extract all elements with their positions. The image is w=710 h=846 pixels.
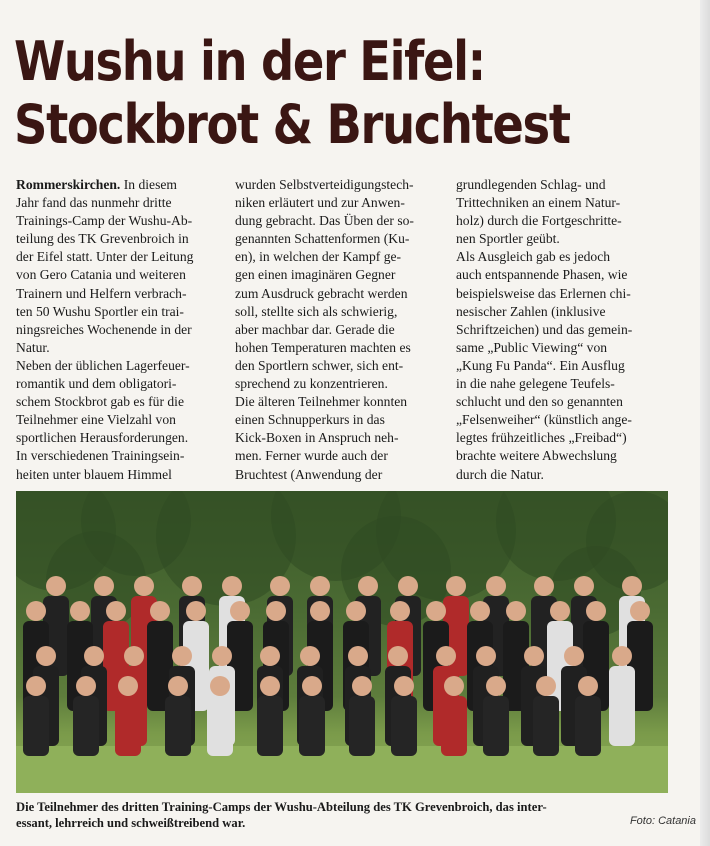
person-head bbox=[84, 646, 104, 666]
person-head bbox=[46, 576, 66, 596]
body-line: auch entspannende Phasen, wie bbox=[456, 267, 628, 283]
dateline: Rommerskirchen. bbox=[16, 177, 121, 192]
grass bbox=[16, 746, 668, 793]
person-head bbox=[26, 676, 46, 696]
body-line: en), in welchen der Kampf ge- bbox=[235, 249, 402, 265]
person-head bbox=[172, 646, 192, 666]
caption-line-1: Die Teilnehmer des dritten Training-Camps der Wushu-Abteilung des TK Grevenbroich, das inter- bbox=[16, 800, 547, 814]
body-line: schlucht und den so genannten bbox=[456, 394, 623, 410]
body-line: durch die Natur. bbox=[456, 466, 544, 482]
person-head bbox=[36, 646, 56, 666]
body-line: Die älteren Teilnehmer konnten bbox=[235, 394, 408, 410]
body-line: holz) durch die Fortgeschritte- bbox=[456, 213, 622, 229]
person-head bbox=[94, 576, 114, 596]
person-head bbox=[524, 646, 544, 666]
body-line: aber machbar dar. Gerade die bbox=[235, 321, 395, 337]
body-line: den Sportlern schwer, sich ent- bbox=[235, 357, 404, 373]
body-line: in die nahe gelegene Teufels- bbox=[456, 376, 615, 392]
person-head bbox=[534, 576, 554, 596]
person-head bbox=[302, 676, 322, 696]
body-line: men. Ferner wurde auch der bbox=[235, 448, 388, 464]
photo-credit: Foto: Catania bbox=[629, 815, 696, 827]
body-line: teilung des TK Grevenbroich in bbox=[16, 231, 189, 247]
person-head bbox=[564, 646, 584, 666]
photo-caption bbox=[16, 799, 596, 831]
person-head bbox=[230, 601, 250, 621]
person-head bbox=[394, 676, 414, 696]
person-body bbox=[609, 666, 635, 746]
body-line: romantik und dem obligatori- bbox=[16, 376, 177, 392]
person-body bbox=[23, 696, 49, 756]
person-head bbox=[346, 601, 366, 621]
person-body bbox=[441, 696, 467, 756]
body-line: Rommerskirchen. In diesem bbox=[16, 177, 177, 192]
body-line: gen einen imaginären Gegner bbox=[235, 267, 396, 283]
person-head bbox=[352, 676, 372, 696]
headline-line-2: Stockbrot & Bruchtest bbox=[14, 93, 570, 156]
body-line: brachte weitere Abwechslung bbox=[456, 448, 617, 464]
person-head bbox=[348, 646, 368, 666]
body-line: Bruchtest (Anwendung der bbox=[235, 466, 383, 482]
body-line: einen Schnupperkurs in das bbox=[235, 412, 385, 428]
person-head bbox=[212, 646, 232, 666]
person-head bbox=[150, 601, 170, 621]
person-head bbox=[630, 601, 650, 621]
body-line: Trainings-Camp der Wushu-Ab- bbox=[16, 213, 193, 229]
person-head bbox=[310, 576, 330, 596]
person-head bbox=[390, 601, 410, 621]
body-line: niken erläutert und zur Anwen- bbox=[235, 195, 405, 211]
body-line: Trainern und Helfern verbrach- bbox=[16, 285, 187, 301]
person-body bbox=[533, 696, 559, 756]
person-head bbox=[398, 576, 418, 596]
person-body bbox=[349, 696, 375, 756]
person-head bbox=[622, 576, 642, 596]
person-body bbox=[207, 696, 233, 756]
column-2 bbox=[235, 176, 440, 484]
person-head bbox=[388, 646, 408, 666]
body-line: der Eifel statt. Unter der Leitung bbox=[16, 249, 194, 265]
person-body bbox=[165, 696, 191, 756]
body-line: zum Ausdruck gebracht werden bbox=[235, 285, 408, 301]
person-body bbox=[115, 696, 141, 756]
person-head bbox=[70, 601, 90, 621]
person-head bbox=[106, 601, 126, 621]
person-head bbox=[358, 576, 378, 596]
headline bbox=[14, 30, 582, 156]
person-head bbox=[260, 646, 280, 666]
person-body bbox=[299, 696, 325, 756]
body-line: In verschiedenen Trainingsein- bbox=[16, 448, 185, 464]
body-line: Als Ausgleich gab es jedoch bbox=[456, 249, 611, 265]
group-photo bbox=[16, 491, 668, 793]
person-head bbox=[436, 646, 456, 666]
person-head bbox=[210, 676, 230, 696]
headline-line-1: Wushu in der Eifel: bbox=[14, 30, 485, 93]
person-head bbox=[300, 646, 320, 666]
person-head bbox=[124, 646, 144, 666]
person-head bbox=[426, 601, 446, 621]
person-body bbox=[483, 696, 509, 756]
person-head bbox=[310, 601, 330, 621]
person-head bbox=[550, 601, 570, 621]
body-line: sportlichen Herausforderungen. bbox=[16, 430, 189, 446]
column-1 bbox=[16, 176, 221, 484]
body-line: beispielsweise das Erlernen chi- bbox=[456, 285, 631, 301]
person-head bbox=[118, 676, 138, 696]
body-line: Teilnehmer eine Vielzahl von bbox=[16, 412, 176, 428]
body-line: Natur. bbox=[16, 339, 50, 355]
person-head bbox=[470, 601, 490, 621]
group-photo-illustration bbox=[16, 491, 668, 793]
body-line: Neben der üblichen Lagerfeuer- bbox=[16, 357, 190, 373]
body-line: heiten unter blauem Himmel bbox=[16, 466, 172, 482]
person-head bbox=[612, 646, 632, 666]
body-line: nen Sportler geübt. bbox=[456, 231, 560, 247]
caption-line-2: essant, lehrreich und schweißtreibend war. bbox=[16, 816, 246, 830]
body-line: wurden Selbstverteidigungstech- bbox=[235, 177, 414, 192]
person-body bbox=[257, 696, 283, 756]
person-head bbox=[76, 676, 96, 696]
person-head bbox=[26, 601, 46, 621]
body-line: Kick-Boxen in Anspruch neh- bbox=[235, 430, 399, 446]
person-head bbox=[578, 676, 598, 696]
body-line: legtes frühzeitliches „Freibad“) bbox=[456, 430, 627, 446]
body-line: Jahr fand das nunmehr dritte bbox=[16, 195, 172, 211]
person-head bbox=[444, 676, 464, 696]
column-3 bbox=[456, 176, 661, 484]
body-line: „Kung Fu Panda“. Ein Ausflug bbox=[456, 357, 625, 373]
body-line: nesischer Zahlen (inklusive bbox=[456, 303, 606, 319]
body-line: schem Stockbrot gab es für die bbox=[16, 394, 184, 410]
body-line: Schriftzeichen) und das gemein- bbox=[456, 321, 633, 337]
person-head bbox=[168, 676, 188, 696]
body-line: „Felsenweiher“ (künstlich ange- bbox=[456, 412, 632, 428]
person-head bbox=[574, 576, 594, 596]
person-head bbox=[486, 676, 506, 696]
person-head bbox=[222, 576, 242, 596]
body-line: genannten Schattenformen (Ku- bbox=[235, 231, 410, 247]
person-head bbox=[586, 601, 606, 621]
page-edge bbox=[700, 0, 710, 846]
person-head bbox=[182, 576, 202, 596]
person-head bbox=[270, 576, 290, 596]
body-line: ten 50 Wushu Sportler ein trai- bbox=[16, 303, 184, 319]
person-head bbox=[506, 601, 526, 621]
body-line: dung gebracht. Das Üben der so- bbox=[235, 213, 414, 229]
body-line: grundlegenden Schlag- und bbox=[456, 177, 606, 192]
person-body bbox=[391, 696, 417, 756]
body-line: soll, stellte sich als schwierig, bbox=[235, 303, 398, 319]
body-line: hohen Temperaturen machten es bbox=[235, 339, 411, 355]
body-line: ningsreiches Wochenende in der bbox=[16, 321, 192, 337]
person-head bbox=[186, 601, 206, 621]
person-body bbox=[575, 696, 601, 756]
person-head bbox=[476, 646, 496, 666]
person-head bbox=[260, 676, 280, 696]
body-line: sprechend zu konzentrieren. bbox=[235, 376, 388, 392]
person-body bbox=[73, 696, 99, 756]
article-body bbox=[16, 176, 666, 496]
body-line: same „Public Viewing“ von bbox=[456, 339, 608, 355]
person-head bbox=[486, 576, 506, 596]
person-head bbox=[266, 601, 286, 621]
person-head bbox=[446, 576, 466, 596]
body-line: Trittechniken an einem Natur- bbox=[456, 195, 621, 211]
body-line: von Gero Catania und weiteren bbox=[16, 267, 186, 283]
person-head bbox=[134, 576, 154, 596]
person-head bbox=[536, 676, 556, 696]
